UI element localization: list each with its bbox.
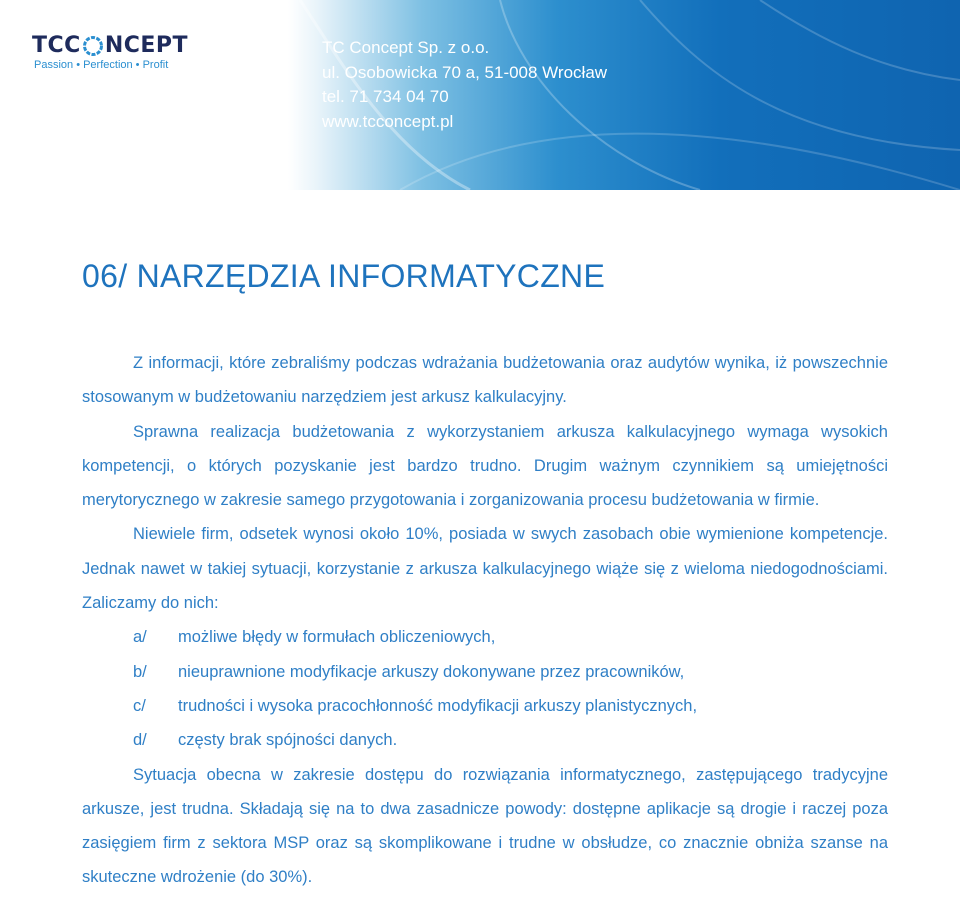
list-item-text: nieuprawnione modyfikacje arkuszy dokonywane przez pracowników,	[178, 662, 685, 681]
logo-text-left: TCC	[32, 33, 81, 58]
logo-tagline: Passion • Perfection • Profit	[34, 59, 169, 71]
contact-info	[322, 36, 607, 134]
list-item-text: częsty brak spójności danych.	[178, 731, 398, 750]
logo-text-right: NCEPT	[104, 33, 189, 58]
paragraph-competencies: Sprawna realizacja budżetowania z wykorzystaniem arkusza kalkulacyjnego wymaga wysokich kompetencji, o których pozyskanie jest bardzo trudno. Drugim ważnym czynnikiem są umiejętności merytorycznego w zakresie samego przygotowania i zorganizowania procesu budżetowania w firmie.	[82, 422, 888, 510]
list-item-text: trudności i wysoka pracochłonność modyfikacji arkuszy planistycznych,	[178, 696, 698, 715]
list-item-label: c/	[133, 696, 146, 715]
paragraph-intro: Z informacji, które zebraliśmy podczas wdrażania budżetowania oraz audytów wynika, iż powszechnie stosowanym w budżetowaniu narzędziem jest arkusz kalkulacyjny.	[82, 354, 888, 407]
list-item	[82, 689, 888, 723]
paragraph-closing: Sytuacja obecna w zakresie dostępu do rozwiązania informatycznego, zastępującego tradycyjne arkusze, jest trudna. Składają się na to dwa zasadnicze powody: dostępne aplikacje są drogie i raczej poza zasięgiem firm z sektora MSP oraz są skomplikowane i trudne w obsłudze, co znacznie obniża szanse na skuteczne wdrożenie (do 30%).	[82, 765, 888, 887]
list-item	[82, 723, 888, 757]
company-website-link[interactable]: www.tcconcept.pl	[322, 111, 454, 131]
drawbacks-list	[82, 620, 888, 757]
list-item	[82, 655, 888, 689]
logo-ring-icon	[82, 35, 104, 57]
company-phone: tel. 71 734 04 70	[322, 87, 449, 106]
list-item-text: możliwe błędy w formułach obliczeniowych,	[178, 628, 496, 647]
list-item-label: b/	[133, 662, 147, 681]
section-body	[82, 346, 888, 895]
company-address: ul. Osobowicka 70 a, 51-008 Wrocław	[322, 62, 608, 82]
section-title: 06/ NARZĘDZIA INFORMATYCZNE	[82, 258, 606, 294]
company-logo	[32, 34, 188, 72]
list-item-label: a/	[133, 628, 147, 647]
list-item-label: d/	[133, 731, 147, 750]
paragraph-drawbacks: Niewiele firm, odsetek wynosi około 10%, posiada w swych zasobach obie wymienione kompetencje. Jednak nawet w takiej sytuacji, korzystanie z arkusza kalkulacyjnego wiąże się z wieloma niedogodnościami. Zaliczamy do nich:	[82, 525, 888, 613]
list-item	[82, 620, 888, 654]
page-header	[0, 0, 960, 190]
company-name: TC Concept Sp. z o.o.	[322, 38, 490, 57]
